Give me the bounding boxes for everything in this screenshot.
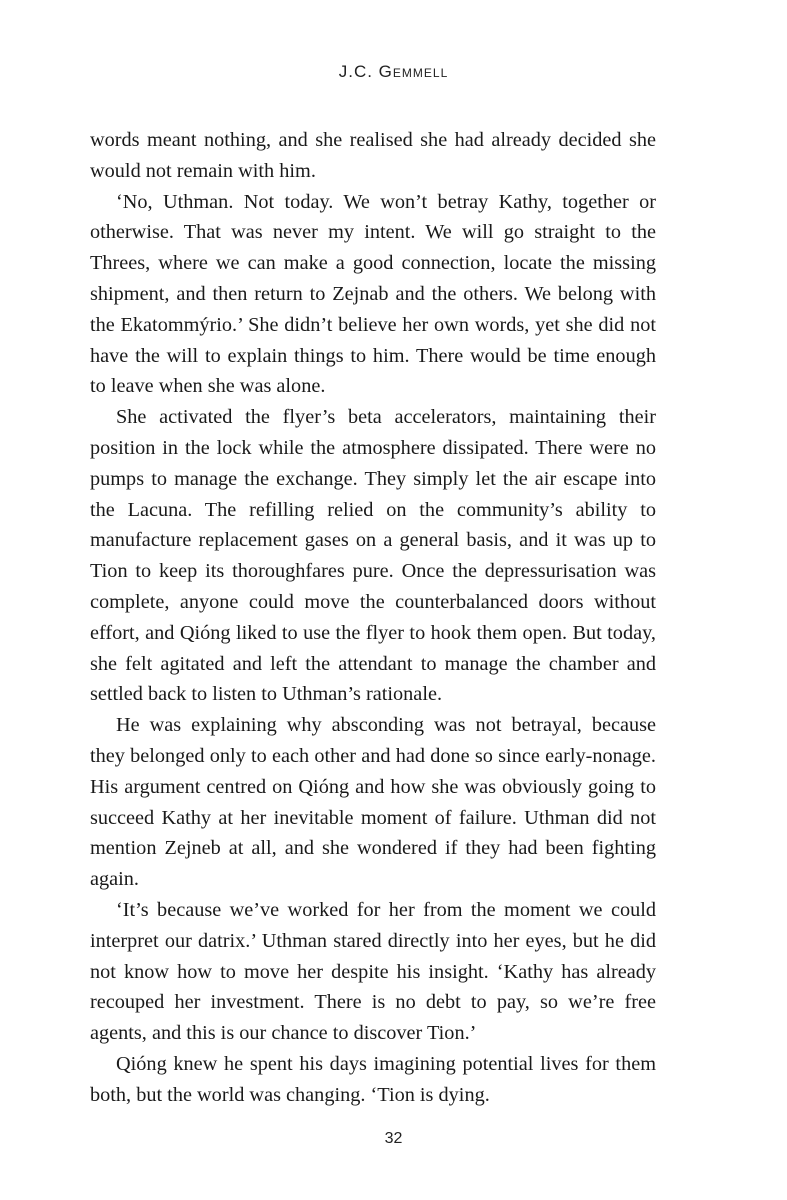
- paragraph: ‘No, Uthman. Not today. We won’t betray Kathy, together or otherwise. That was never my intent. We will go straight to the Threes, where we can make a good connection, locate the missing shipment, and then return to Zejnab and the others. We belong with the Ekatommýrio.’ She didn’t believe her own words, yet she did not have the will to explain things to him. There would be time enough to leave when she was alone.: [90, 190, 656, 398]
- paragraph: words meant nothing, and she realised she had already decided she would not remain with him.: [90, 129, 656, 182]
- paragraph: ‘It’s because we’ve worked for her from the moment we could interpret our datrix.’ Uthman stared directly into her eyes, but he did not know how to move her despite his insight. ‘Kathy has already recouped her investment. There is no debt to pay, so we’re free agents, and this is our chance to discover Tion.’: [90, 898, 656, 1045]
- running-head: J.C. Gemmell: [338, 62, 449, 81]
- body-text: [90, 125, 656, 1111]
- paragraph: Qióng knew he spent his days imagining potential lives for them both, but the world was changing. ‘Tion is dying.: [90, 1052, 656, 1106]
- page-number: 32: [384, 1130, 403, 1147]
- paragraph: She activated the flyer’s beta accelerators, maintaining their position in the lock while the atmosphere dissipated. There were no pumps to manage the exchange. They simply let the air escape into the Lacuna. The refilling relied on the community’s ability to manufacture replacement gases on a general basis, and it was up to Tion to keep its thoroughfares pure. Once the depressurisation was complete, anyone could move the counterbalanced doors without effort, and Qióng liked to use the flyer to hook them open. But today, she felt agitated and left the attendant to manage the chamber and settled back to listen to Uthman’s rationale.: [90, 406, 656, 706]
- paragraph: He was explaining why absconding was not betrayal, because they belonged only to each other and had done so since early-nonage. His argument centred on Qióng and how she was obviously going to succeed Kathy at her inevitable moment of failure. Uthman did not mention Zejneb at all, and she wondered if they had been fighting again.: [90, 714, 656, 891]
